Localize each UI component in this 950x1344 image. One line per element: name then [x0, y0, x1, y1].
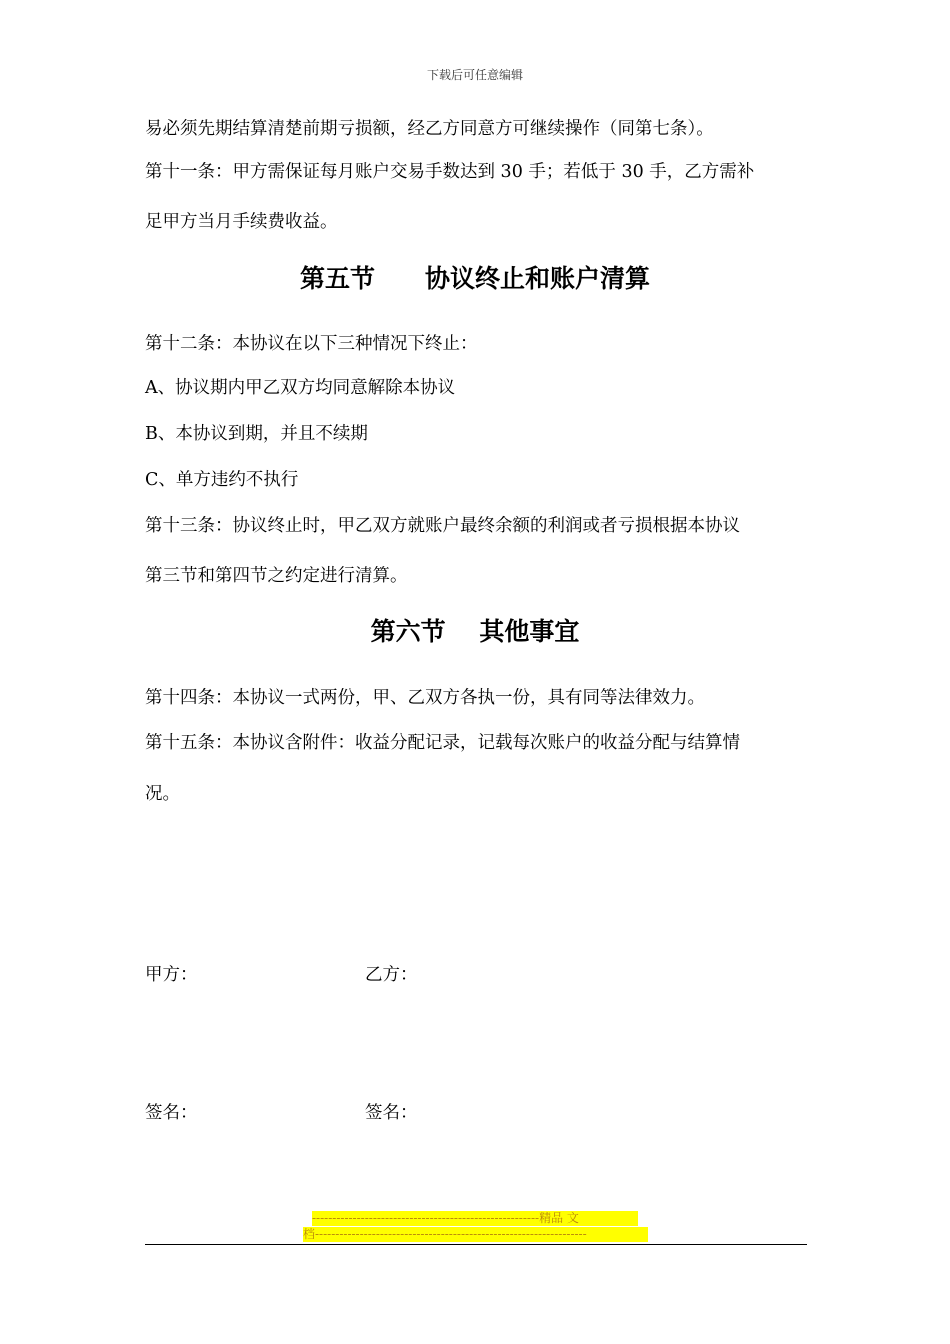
article-13-line-2: 第三节和第四节之约定进行清算。 [145, 566, 408, 586]
party-a-signature-label: 签名： [145, 1103, 198, 1123]
list-item-b: B、本协议到期，并且不续期 [145, 424, 368, 444]
footer-watermark-line-1: --------------------------------------------------------精品 文 [312, 1211, 638, 1226]
party-b-signature-label: 签名： [365, 1103, 418, 1123]
paragraph-line: 易必须先期结算清楚前期亏损额，经乙方同意方可继续操作（同第七条）。 [145, 119, 714, 139]
article-11-line-1: 第十一条：甲方需保证每月账户交易手数达到 30 手；若低于 30 手，乙方需补 [145, 162, 755, 182]
party-a-label: 甲方： [145, 965, 198, 985]
article-15-line-2: 况。 [145, 784, 180, 804]
party-b-label: 乙方： [365, 965, 418, 985]
page-header-note: 下载后可任意编辑 [426, 68, 523, 82]
section-5-heading: 第五节 协议终止和账户清算 [299, 264, 650, 293]
section-6-heading: 第六节 其他事宜 [370, 617, 580, 646]
list-item-c: C、单方违约不执行 [145, 470, 299, 490]
article-14: 第十四条：本协议一式两份，甲、乙双方各执一份，具有同等法律效力。 [145, 688, 705, 708]
list-item-a: A、协议期内甲乙双方均同意解除本协议 [145, 378, 456, 398]
article-13-line-1: 第十三条：协议终止时，甲乙双方就账户最终余额的利润或者亏损根据本协议 [145, 516, 740, 536]
footer-rule [145, 1244, 807, 1245]
article-12: 第十二条：本协议在以下三种情况下终止： [145, 334, 478, 354]
article-11-line-2: 足甲方当月手续费收益。 [145, 212, 338, 232]
article-15-line-1: 第十五条：本协议含附件：收益分配记录，记载每次账户的收益分配与结算情 [145, 733, 740, 753]
footer-watermark-line-2: 档------------------------------------------------------------------- [303, 1227, 648, 1242]
